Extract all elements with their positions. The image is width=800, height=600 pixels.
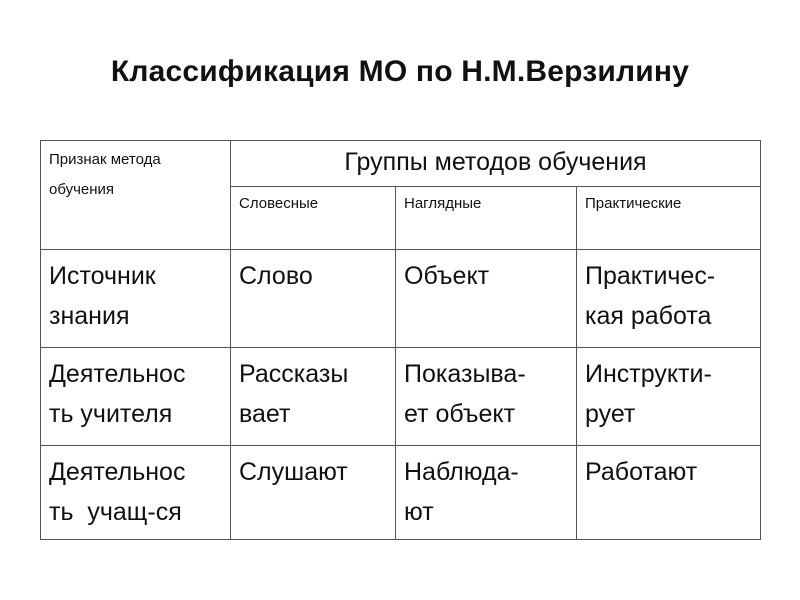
column-header-verbal: Словесные [231,187,396,250]
cell-line: ют [404,498,434,526]
cell-line: Практичес- [585,262,716,290]
table-row [41,348,761,446]
header-label-line: обучения [49,181,115,198]
table-row [41,446,761,540]
column-header-practical: Практические [577,187,761,250]
column-header-visual: Наглядные [396,187,577,250]
row-label-line: ть учителя [49,400,173,428]
cell-line: рует [585,400,636,428]
row-label-line: Деятельнос [49,360,186,388]
cell-line: вает [239,400,291,428]
table-header-row [41,141,761,187]
table-cell [577,446,761,540]
cell-line: Наблюда- [404,458,519,486]
cell-line: Показыва- [404,360,526,388]
row-label [41,250,231,348]
method-attribute-header [41,141,231,250]
cell-line: Рассказы [239,360,349,388]
table-row [41,250,761,348]
cell-line: Объект [404,262,490,290]
cell-line: Инструкти- [585,360,712,388]
classification-table [40,140,761,540]
cell-line: Слово [239,262,313,290]
table-cell [577,348,761,446]
table-cell [577,250,761,348]
row-label [41,348,231,446]
row-label [41,446,231,540]
method-groups-header: Группы методов обучения [231,141,761,187]
table-cell [396,250,577,348]
table-cell [231,446,396,540]
table-cell [396,348,577,446]
row-label-line: ть учащ-ся [49,498,182,526]
table-cell [231,250,396,348]
cell-line: ет объект [404,400,516,428]
cell-line: кая работа [585,302,712,330]
page-title: Классификация МО по Н.М.Верзилину [110,55,690,88]
table-cell [231,348,396,446]
row-label-line: Источник [49,262,156,290]
cell-line: Работают [585,458,698,486]
cell-line: Слушают [239,458,348,486]
row-label-line: Деятельнос [49,458,186,486]
row-label-line: знания [49,302,130,330]
table-cell [396,446,577,540]
header-label-line: Признак метода [49,151,161,168]
